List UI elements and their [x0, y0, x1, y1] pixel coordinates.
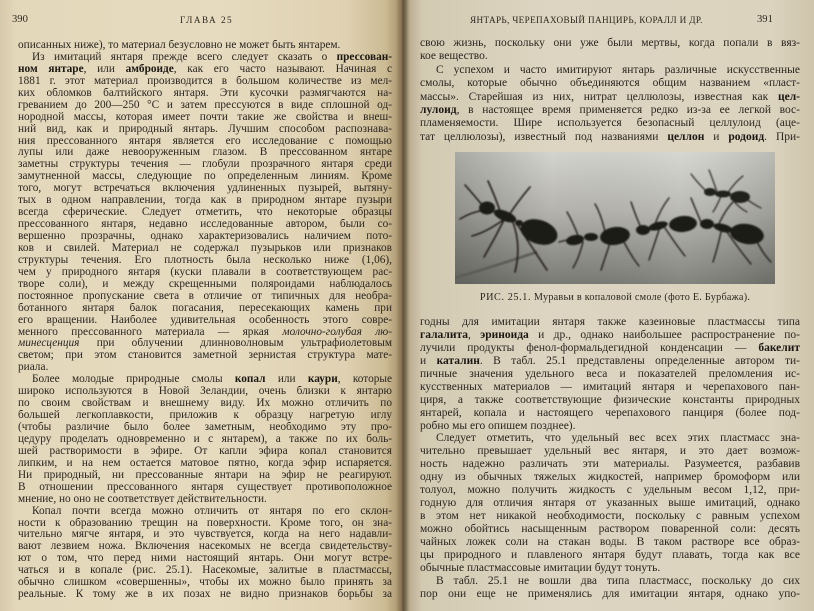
ant-chain-head: [700, 219, 714, 229]
bold-term: ном янтаре: [18, 63, 84, 75]
text-line: [420, 407, 800, 420]
bold-term: цел-: [777, 90, 800, 103]
ant-chain-head: [636, 225, 650, 235]
text-line: [18, 565, 392, 577]
bold-term: лулоид: [420, 103, 457, 116]
text-run: по своим свойствам и внешнему виду. Их можно отличить по: [18, 398, 392, 410]
bold-term: амброиде: [125, 63, 174, 75]
text-line: [18, 207, 392, 219]
text-run: липким, и на нем остается матовое пятно, когда эфир испаряется.: [18, 457, 392, 469]
text-run: ков и свилей. Материал не содержал пузырьков или признаков: [18, 242, 392, 254]
text-run: описанных ниже), то материал безусловно не может быть янтарем.: [18, 40, 341, 51]
text-run: . При-: [764, 130, 800, 143]
text-run: В отношении прессованного янтаря существует противоположное: [18, 481, 392, 493]
text-run: его вращении. Наиболее удивительная особенность этого совре-: [18, 314, 392, 326]
text-run: ботанного янтаря балок погасания, пересекающих камень при: [18, 302, 392, 314]
text-run: толуол, можно получить жидкость с удельным весом 1,12, при-: [420, 484, 800, 497]
text-run: янтарей, копала и настоящего черепахового панциря (более под-: [420, 406, 800, 419]
right-page: [402, 0, 814, 611]
text-run: одну из обычных тяжелых жидкостей, например бромоформ или: [420, 471, 800, 484]
text-run: чительно мягче янтаря, и это чувствуется, когда на него надавли-: [18, 529, 392, 541]
text-line: [18, 52, 392, 64]
text-line: [420, 420, 800, 433]
bold-term: копал: [234, 374, 266, 386]
text-run: ния прессованного янтаря является его исследование с помощью: [18, 135, 392, 147]
text-run: обычные пластмассовые имитации будут тонуть.: [420, 561, 661, 574]
bold-term: прессован-: [336, 51, 392, 63]
text-run: и: [420, 354, 437, 367]
text-line: [18, 303, 392, 315]
text-line: [18, 147, 392, 159]
text-line: [420, 91, 800, 104]
text-run: лупы или даже невооруженным глазом. В прессованном янтаре: [18, 147, 392, 159]
text-run: чительно превышает удельный вес янтаря, и это дает возмож-: [420, 445, 800, 458]
text-run: или: [265, 374, 308, 386]
text-run: годную для отличия янтаря от указанных выше имитаций, однако: [420, 497, 800, 510]
text-line: [420, 131, 800, 144]
text-run: циря, а также соответствующие физические константы природных: [420, 393, 800, 406]
text-line: [420, 549, 800, 562]
text-line: [420, 588, 800, 601]
book-spine-shadow: [396, 0, 410, 611]
text-run: , которые: [337, 374, 392, 386]
text-run: кусственных материалов — имитаций янтаря и черепахового пан-: [420, 380, 800, 393]
bold-term: целлон: [667, 130, 705, 143]
text-run: замутненной массы, следующие по определенным линиям. Кроме: [18, 171, 392, 183]
text-line: [420, 329, 800, 342]
figure-caption: [455, 292, 775, 304]
text-line: [420, 471, 800, 484]
text-line: [420, 394, 800, 407]
text-line: [18, 494, 392, 506]
page-number: 390: [12, 14, 28, 25]
text-run: тат целлюлозы), известный под названиями: [420, 130, 668, 143]
text-run: кое вещество.: [420, 50, 488, 63]
text-run: ний вид, как и природный янтарь. Лучшим способом распознава-: [18, 123, 392, 135]
text-line: [420, 342, 800, 355]
text-run: в этом нет никакой необходимости, поскольку с равным успехом: [420, 510, 800, 523]
text-line: [420, 77, 800, 90]
text-run: свою жизнь, поскольку они уже были мертвы, когда попали в вяз-: [420, 37, 800, 49]
text-run: заметны структуры течения — глобули прозрачного янтаря среди: [18, 159, 392, 171]
text-line: [18, 422, 392, 434]
text-run: смолы, которые обычно объединяются общим названием «пласт-: [420, 77, 800, 90]
text-line: [420, 575, 800, 588]
bold-term: эриноида: [480, 328, 529, 341]
bold-term: галалита: [420, 328, 468, 341]
figure-caption-label: РИС. 25.1.: [479, 292, 532, 303]
text-run: тых в одном направлении, тогда как в природном янтаре пузыри: [18, 195, 392, 207]
text-run: вают лезвием ножа. Включения насекомых не всегда свидетельству-: [18, 541, 392, 553]
text-run: всегда сферические. Следует отметить, что некоторые образцы: [18, 207, 392, 219]
text-line: [420, 510, 800, 523]
text-run: цы природного и плавленого янтаря будут плавать, тогда как все: [420, 548, 800, 561]
bold-term: каури: [307, 374, 338, 386]
text-run: годны для имитации янтаря также казеиновые пластмассы типа: [420, 316, 800, 328]
text-run: вершенно прозрачны, однако характеризовались наличием пото-: [18, 231, 392, 242]
text-run: . В табл. 25.1 представлены определенные автором ти-: [479, 354, 800, 367]
text-run: , или: [83, 63, 126, 75]
text-run: массы». Старейшая из них, нитрат целлюлозы, известная как: [420, 90, 778, 103]
text-line: [420, 562, 800, 575]
text-run: Более молодые природные смолы: [32, 374, 235, 386]
running-head: ЯНТАРЬ, ЧЕРЕПАХОВЫЙ ПАНЦИРЬ, КОРАЛЛ И ДР.: [470, 15, 703, 25]
text-line: [420, 497, 800, 510]
text-run: риала.: [18, 362, 49, 374]
text-line: [18, 136, 392, 148]
text-line: [18, 338, 392, 350]
text-line: [18, 231, 392, 243]
text-run: светом; при этом становится заметной зернистая структура мате-: [18, 350, 392, 362]
text-run: при облучении длинноволновым ультрафиолетовым: [79, 338, 392, 350]
text-run: постоянное пропускание света в отличие от типичных для необра-: [18, 290, 392, 302]
text-run: Из имитаций янтаря прежде всего следует сказать о: [32, 51, 337, 63]
text-line: [18, 255, 392, 267]
text-line: [420, 117, 800, 130]
text-line: [18, 88, 392, 100]
bold-term: бакелит: [758, 341, 800, 354]
text-run: ности к образованию трещин на поверхности. Кроме того, он зна-: [18, 517, 392, 529]
text-run: Ни природный, ни прессованные янтари на эфир не реагируют.: [18, 469, 392, 481]
text-run: лучили продукты фенол-формальдегидной конденсации —: [420, 341, 759, 354]
text-line: [18, 434, 392, 446]
text-line: [420, 316, 800, 329]
text-line: [18, 386, 392, 398]
text-run: обычно слишком «совершенны», чтобы их можно было принять за: [18, 577, 392, 589]
text-line: [18, 219, 392, 231]
text-line: [18, 458, 392, 470]
text-line: [420, 37, 800, 50]
text-run: цедуру проделать одновременно и с янтарем), а также по их боль-: [18, 433, 392, 445]
text-line: [420, 523, 800, 536]
text-line: [18, 506, 392, 518]
text-run: нородной массы, которая имеет почти такие же свойства и внеш-: [18, 111, 392, 123]
text-line: [18, 374, 392, 386]
text-line: [420, 458, 800, 471]
text-line: [18, 40, 392, 52]
text-line: [18, 267, 392, 279]
italic-phrase: минесценция: [18, 338, 80, 350]
text-run: менного прессованного материала — яркая: [18, 326, 283, 338]
text-run: робно мы его опишем позднее).: [420, 419, 576, 432]
text-run: шей растворимости в эфире. От капли эфира копал становится: [18, 445, 392, 457]
figure-25-1: [455, 152, 775, 284]
text-run: , в настоящее время применяется редко из-за ее легкой вос-: [456, 103, 800, 116]
text-line: [18, 195, 392, 207]
ant-top-right-thorax: [715, 191, 731, 198]
text-run: Следует отметить, что удельный вес всех этих пластмасс зна-: [436, 432, 800, 445]
text-line: [18, 100, 392, 112]
text-run: чем у природного янтаря (куски плавали в соответствующем рас-: [18, 266, 392, 278]
text-run: (чтобы различие было более заметным, необходимо эту про-: [18, 422, 392, 433]
text-line: [18, 315, 392, 327]
italic-phrase: молочно-голубая лю-: [282, 326, 392, 338]
text-line: [18, 291, 392, 303]
text-run: пичные значения удельного веса и показателей преломления ис-: [420, 367, 800, 380]
text-line: [18, 171, 392, 183]
text-line: [18, 529, 392, 541]
text-line: [18, 112, 392, 124]
text-run: и др., однако наибольшее распространение по-: [528, 328, 800, 341]
text-line: [18, 410, 392, 422]
text-line: [18, 243, 392, 255]
text-line: [18, 279, 392, 291]
text-run: и: [704, 130, 729, 143]
text-line: [18, 518, 392, 530]
text-run: реальные. К тому же в их позах не видно признаков борьбы за: [18, 589, 392, 601]
text-line: [18, 64, 392, 76]
text-run: 1881 г. этот материал производится в большом количестве из мел-: [18, 75, 392, 87]
text-line: [18, 76, 392, 88]
text-run: широко используются в Новой Зеландии, очень близки к янтарю: [18, 386, 392, 398]
text-line: [420, 432, 800, 445]
text-run: творе соли), и между скрещенными поляроидами наблюдалось: [18, 278, 392, 290]
right-text-block-bottom: [420, 316, 800, 601]
bold-term: каталин: [436, 354, 480, 367]
text-run: чаться и в копале (рис. 25.1). Насекомые, залитые в пластмассы,: [18, 565, 392, 577]
text-line: [420, 355, 800, 368]
text-line: [420, 50, 800, 63]
text-run: В табл. 25.1 не вошли два типа пластмасс, поскольку до сих: [436, 574, 800, 587]
running-head: ГЛАВА 25: [180, 15, 234, 25]
text-line: [18, 362, 392, 374]
text-line: [18, 124, 392, 136]
text-line: [18, 577, 392, 589]
text-line: [18, 589, 392, 601]
text-line: [18, 470, 392, 482]
left-page: [0, 0, 402, 611]
text-line: [420, 104, 800, 117]
ants-in-copal-photo: [455, 152, 775, 284]
text-run: большей легкоплавкости, приложив к образцу нагретую иглу: [18, 410, 392, 422]
ant-top-right-gaster: [730, 191, 750, 203]
text-run: С успехом и часто имитируют янтарь различные искусственные: [436, 63, 800, 76]
text-run: пламеняемости. Шире используется безопасный целлулоид (аце-: [420, 117, 800, 130]
text-line: [18, 350, 392, 362]
ant-left-head: [479, 202, 495, 215]
text-line: [18, 183, 392, 195]
text-run: пор они еще не применялись для имитации янтаря, однако упо-: [420, 587, 800, 600]
left-text-block: [18, 40, 392, 601]
text-line: [18, 553, 392, 565]
text-line: [420, 445, 800, 458]
ant-top-right-head: [704, 188, 716, 196]
right-text-block-top: [420, 37, 800, 144]
text-run: можно обойтись насыщенным раствором поваренной соли: десять: [420, 523, 800, 535]
text-run: ность надежно различать эти материалы. Разумеется, разбавив: [420, 458, 800, 471]
text-run: мнение, но оно не соответствует действительности.: [18, 493, 267, 505]
text-run: ких обломков балтийского янтаря. Эти кусочки размягчаются на-: [18, 87, 392, 99]
text-line: [18, 482, 392, 494]
text-line: [420, 64, 800, 77]
text-run: греванием до 200—250 °C и затем прессуются в виде сплошной од-: [18, 99, 392, 111]
ant-chain-segment: [584, 233, 598, 241]
bold-term: родоид: [728, 130, 765, 143]
text-run: , как его часто называют. Начиная с: [173, 63, 392, 75]
page-number: 391: [757, 14, 773, 25]
text-run: ют о том, что перед ними настоящий янтарь. Они могут встре-: [18, 553, 392, 565]
text-line: [420, 484, 800, 497]
text-run: структуры течения. Его плотность была несколько ниже (1,06),: [18, 254, 392, 266]
text-line: [18, 446, 392, 458]
text-line: [18, 159, 392, 171]
text-line: [420, 381, 800, 394]
text-run: прессованного янтаря, недавно исследованные автором, были со-: [18, 219, 392, 231]
text-line: [420, 368, 800, 381]
text-line: [18, 327, 392, 339]
text-line: [18, 398, 392, 410]
text-line: [420, 536, 800, 549]
figure-caption-text: Муравьи в копаловой смоле (фото Е. Бурбажа).: [533, 292, 751, 303]
text-run: Копал почти всегда можно отличить от янтаря по его склон-: [32, 505, 392, 517]
text-run: ,: [468, 328, 481, 341]
text-run: того, могут встречаться включения удлиненных пузырей, вытяну-: [18, 183, 392, 195]
text-line: [18, 541, 392, 553]
text-run: чайных ложек соли на стакан воды. В таком растворе все образ-: [420, 535, 800, 548]
